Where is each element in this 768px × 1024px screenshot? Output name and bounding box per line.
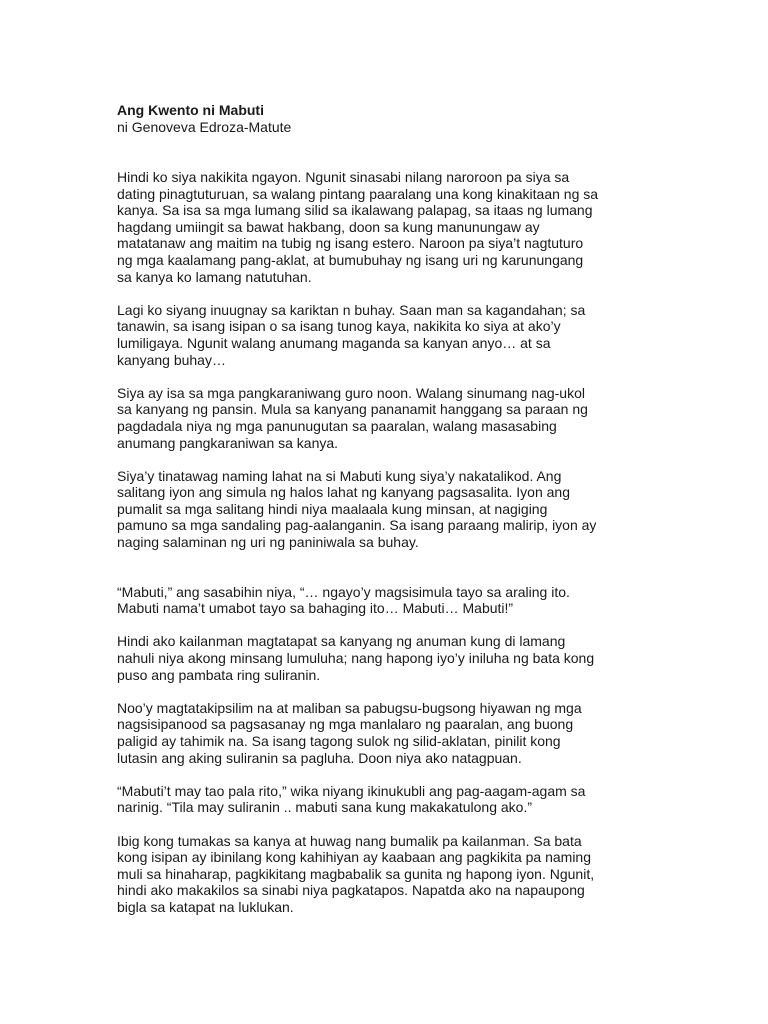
text-line: puso ang pambata ring suliranin.: [117, 666, 321, 683]
paragraph: [117, 584, 662, 617]
paragraph: [117, 302, 662, 368]
text-line: nahuli niya akong minsang lumuluha; nang hapong iyo’y iniluha ng bata kong: [117, 650, 595, 667]
text-line: matatanaw ang maitim na tubig ng isang estero. Naroon pa siya’t nagtuturo: [117, 235, 584, 252]
text-line: “Mabuti’t may tao pala rito,” wika niyang ikinukubli ang pag-aagam-agam sa: [117, 782, 586, 799]
text-line: hindi ako makakilos sa sinabi niya pagkatapos. Napatda ako na napaupong: [117, 882, 585, 899]
text-line: muli sa hinaharap, pagkikitang magbabalik sa gunita ng hapong iyon. Ngunit,: [117, 865, 595, 882]
text-line: dating pinagtuturuan, sa walang pintang paaralang una kong kinakitaan ng sa: [117, 185, 599, 202]
text-line: pumalit sa mga salitang hindi niya maalaala kung minsan, at nagiging: [117, 500, 548, 517]
text-line: naging salaminan ng uri ng paniniwala sa buhay.: [117, 534, 419, 551]
paragraph: [117, 783, 662, 816]
text-line: Hindi ako kailanman magtatapat sa kanyang ng anuman kung di lamang: [117, 633, 566, 650]
text-line: sa kanyang ng pansin. Mula sa kanyang pananamit hanggang sa paraan ng: [117, 401, 588, 418]
text-line: lumiligaya. Ngunit walang anumang maganda sa kanyan anyo… at sa: [117, 334, 551, 351]
text-line: pagdadala niya ng mga panunugutan sa paaralan, walang masasabing: [117, 417, 557, 434]
paragraph: [117, 633, 662, 683]
text-line: ng mga kaalamang pang-aklat, at bumubuhay ng isang uri ng karunungang: [117, 251, 584, 268]
text-line: nagsisipanood sa pagsasanay ng mga manlalaro ng paaralan, ang buong: [117, 716, 574, 733]
text-line: Lagi ko siyang inuugnay sa kariktan n buhay. Saan man sa kagandahan; sa: [117, 301, 586, 318]
text-line: lutasin ang aking suliranin sa pagluha. Doon niya ako natagpuan.: [117, 749, 522, 766]
text-line: Noo’y magtatakipsilim na at maliban sa pabugsu-bugsong hiyawan ng mga: [117, 699, 582, 716]
text-line: Siya’y tinatawag naming lahat na si Mabuti kung siya’y nakatalikod. Ang: [117, 467, 562, 484]
text-line: kong isipan ay ibinilang kong kahihiyan ay kaabaan ang pagkikita pa naming: [117, 849, 591, 866]
text-line: Siya ay isa sa mga pangkaraniwang guro noon. Walang sinumang nag-ukol: [117, 384, 585, 401]
text-line: hagdang umiingit sa bawat hakbang, doon sa kung manunungaw ay: [117, 218, 540, 235]
paragraph: [117, 385, 662, 451]
text-line: Hindi ko siya nakikita ngayon. Ngunit sinasabi nilang naroroon pa siya sa: [117, 169, 570, 185]
document-title: Ang Kwento ni Mabuti: [117, 102, 264, 118]
document-page: [117, 102, 662, 932]
text-line: salitang iyon ang simula ng halos lahat ng kanyang pagsasalita. Iyon ang: [117, 484, 570, 501]
text-line: Ibig kong tumakas sa kanya at huwag nang bumalik pa kailanman. Sa bata: [117, 832, 582, 849]
text-line: “Mabuti,” ang sasabihin niya, “… ngayo’y magsisimula tayo sa araling ito.: [117, 583, 570, 600]
paragraph: [117, 169, 662, 285]
text-line: anumang pangkaraniwan sa kanya.: [117, 434, 339, 451]
text-line: bigla sa katapat na luklukan.: [117, 898, 294, 915]
paragraph: [117, 468, 662, 551]
text-line: paligid ay tahimik na. Sa isang tagong sulok ng silid-aklatan, pinilit kong: [117, 733, 561, 749]
paragraph: [117, 700, 662, 766]
text-line: kanyang buhay…: [117, 351, 226, 368]
text-line: tanawin, sa isang isipan o sa isang tunog kaya, nakikita ko siya at ako’y: [117, 318, 561, 335]
paragraph: [117, 833, 662, 916]
text-line: narinig. “Tila may suliranin .. mabuti sana kung makakatulong ako.”: [117, 799, 533, 816]
text-line: pamuno sa mga sandaling pag-aalanganin. Sa isang paraang malirip, iyon ay: [117, 517, 597, 534]
text-line: kanya. Sa isa sa mga lumang silid sa ikalawang palapag, sa itaas ng lumang: [117, 202, 593, 219]
text-line: sa kanya ko lamang natutuhan.: [117, 268, 312, 285]
document-author: ni Genoveva Edroza-Matute: [117, 119, 292, 135]
text-line: Mabuti nama’t umabot tayo sa bahaging ito… Mabuti… Mabuti!”: [117, 600, 514, 617]
